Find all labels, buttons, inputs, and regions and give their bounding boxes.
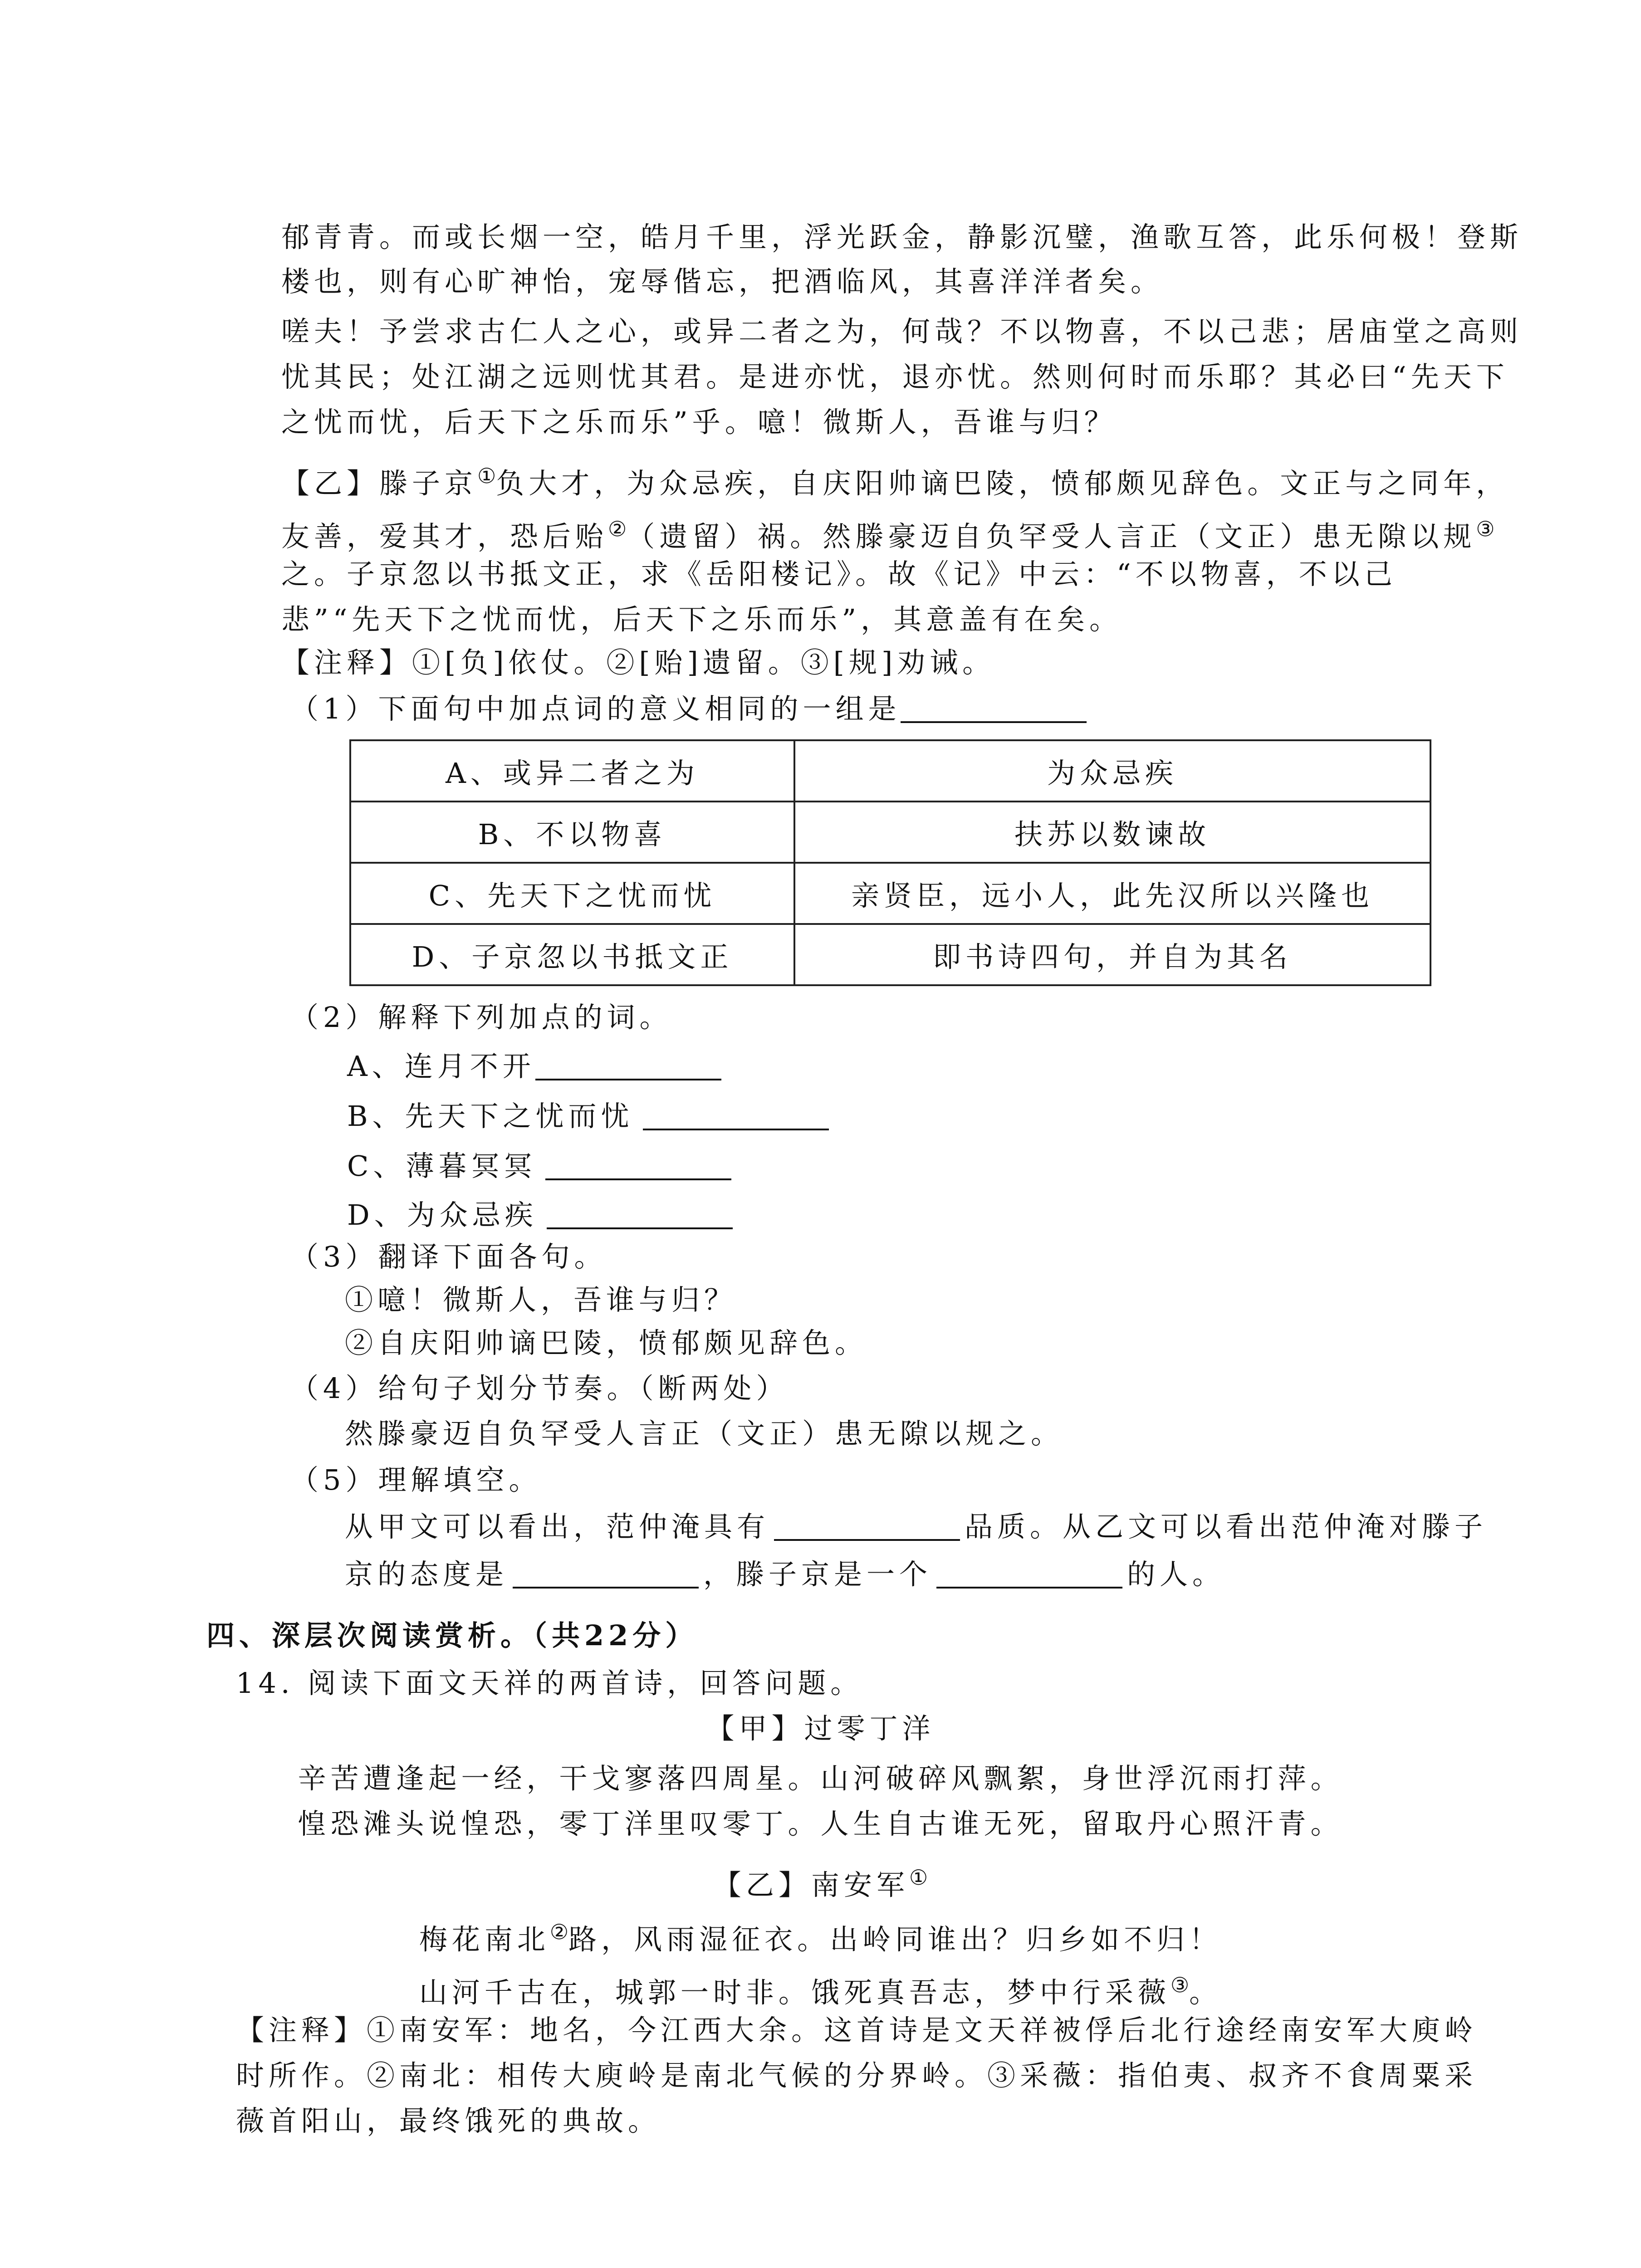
yi-passage-line-4: 悲”“先天下之忧而忧，后天下之乐而乐”，其意盖有在矣。: [281, 603, 1122, 636]
section-heading: 四、深层次阅读赏析。（共22分）: [206, 1619, 698, 1652]
poem-line: 惶恐滩头说惶恐，零丁洋里叹零丁。人生自古谁无死，留取丹心照汗青。: [298, 1807, 1343, 1840]
question-3-item: ①噫！微斯人，吾谁与归？: [345, 1283, 737, 1316]
answer-blank[interactable]: [513, 1560, 699, 1589]
poem-line: 辛苦遭逢起一经，干戈寥落四周星。山河破碎风飘絮，身世浮沉雨打萍。: [298, 1762, 1343, 1795]
poem-line: 梅花南北②路，风雨湿征衣。出岭同谁出？归乡如不归！: [419, 1920, 1222, 1956]
answer-blank[interactable]: [545, 1152, 731, 1180]
table-row: [350, 863, 1430, 924]
yi-notes: 【注释】①[负]依仗。②[贻]遗留。③[规]劝诫。: [281, 646, 995, 679]
poem-1-title: 【甲】过零丁洋: [706, 1712, 935, 1745]
footnote-mark: ①: [909, 1865, 928, 1890]
footnote-mark: ②: [608, 517, 627, 541]
footnote-mark: ①: [477, 464, 496, 488]
option-right: 即书诗四句，并自为其名: [794, 924, 1430, 985]
yi-passage-line-2: 友善，爱其才，恐后贻②（遗留）祸。然滕豪迈自负罕受人言正（文正）患无隙以规③: [281, 517, 1495, 553]
answer-blank[interactable]: [535, 1052, 721, 1080]
poem-notes-line: 【注释】①南安军：地名，今江西大余。这首诗是文天祥被俘后北行途经南安军大庾岭: [236, 2014, 1478, 2047]
passage-line: 郁青青。而或长烟一空，皓月千里，浮光跃金，静影沉璧，渔歌互答，此乐何极！登斯: [281, 220, 1523, 254]
footnote-mark: ②: [549, 1920, 569, 1944]
passage-line: 嗟夫！予尝求古仁人之心，或异二者之为，何哉？不以物喜，不以己悲；居庙堂之高则: [281, 315, 1523, 348]
question-2-item: D、为众忌疾: [347, 1201, 733, 1229]
question-2-item: B、先天下之忧而忧: [347, 1102, 829, 1130]
poem-line: 山河千古在，城郭一时非。饿死真吾志，梦中行采薇③。: [419, 1973, 1222, 2009]
option-left: B、不以物喜: [350, 802, 794, 863]
table-row: [350, 924, 1430, 985]
answer-blank[interactable]: [774, 1513, 960, 1541]
option-left: A、或异二者之为: [350, 740, 794, 802]
question-2-label: （2）解释下列加点的词。: [290, 1001, 672, 1034]
question-2-item: C、薄暮冥冥: [347, 1152, 731, 1180]
question-14-label: 14. 阅读下面文天祥的两首诗，回答问题。: [236, 1667, 863, 1700]
question-3-label: （3）翻译下面各句。: [290, 1240, 607, 1273]
question-4-sentence: 然滕豪迈自负罕受人言正（文正）患无隙以规之。: [345, 1417, 1064, 1450]
poem-2-title: 【乙】南安军①: [713, 1865, 928, 1901]
question-1-label: （1）下面句中加点词的意义相同的一组是: [290, 695, 1087, 723]
answer-blank[interactable]: [901, 695, 1087, 723]
answer-blank[interactable]: [936, 1560, 1122, 1589]
option-right: 亲贤臣，远小人，此先汉所以兴隆也: [794, 863, 1430, 924]
question-5-label: （5）理解填空。: [290, 1463, 542, 1496]
question-5-line-1: 从甲文可以看出，范仲淹具有 品质。从乙文可以看出范仲淹对滕子: [345, 1510, 1488, 1543]
passage-line: 之忧而忧，后天下之乐而乐”乎。噫！微斯人，吾谁与归？: [281, 406, 1117, 439]
poem-notes-line: 薇首阳山，最终饿死的典故。: [236, 2104, 661, 2137]
footnote-mark: ③: [1476, 517, 1495, 541]
question-3-item: ②自庆阳帅谪巴陵，愤郁颇见辞色。: [345, 1326, 868, 1359]
passage-line: 忧其民；处江湖之远则忧其君。是进亦忧，退亦忧。然则何时而乐耶？其必曰“先天下: [281, 360, 1509, 393]
question-5-line-2: 京的态度是 ，滕子京是一个 的人。: [345, 1558, 1225, 1591]
option-right: 扶苏以数谏故: [794, 802, 1430, 863]
passage-line: 楼也，则有心旷神怡，宠辱偕忘，把酒临风，其喜洋洋者矣。: [281, 265, 1164, 298]
option-left: C、先天下之忧而忧: [350, 863, 794, 924]
yi-passage-line-1: 【乙】滕子京①负大才，为众忌疾，自庆阳帅谪巴陵，愤郁颇见辞色。文正与之同年，: [281, 464, 1509, 500]
options-table: [349, 739, 1431, 986]
poem-notes-line: 时所作。②南北：相传大庾岭是南北气候的分界岭。③采薇：指伯夷、叔齐不食周粟采: [236, 2059, 1478, 2092]
table-row: [350, 802, 1430, 863]
question-2-item: A、连月不开: [347, 1052, 721, 1080]
answer-blank[interactable]: [547, 1201, 733, 1229]
yi-passage-line-3: 之。子京忽以书抵文正，求《岳阳楼记》。故《记》中云：“不以物喜，不以己: [281, 557, 1397, 591]
option-right: 为众忌疾: [794, 740, 1430, 802]
answer-blank[interactable]: [643, 1102, 829, 1130]
footnote-mark: ③: [1170, 1973, 1190, 1997]
table-row: [350, 740, 1430, 802]
option-left: D、子京忽以书抵文正: [350, 924, 794, 985]
question-4-label: （4）给句子划分节奏。（断两处）: [290, 1372, 789, 1405]
